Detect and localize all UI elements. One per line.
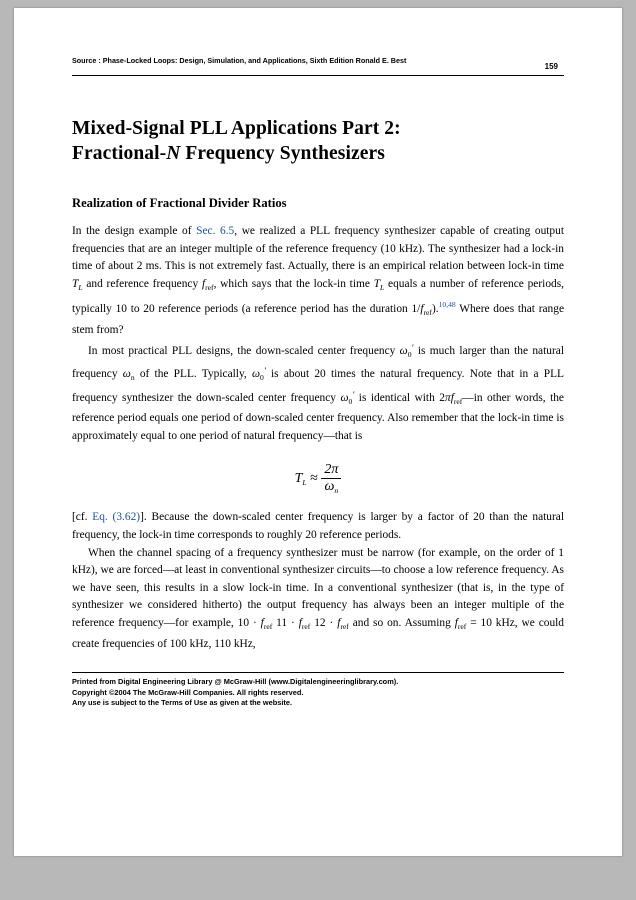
symbol-f-sub-3: ref (453, 396, 463, 406)
symbol-omega-n: ω (122, 368, 131, 381)
symbol-omega-0: ω (399, 344, 408, 357)
paragraph-2 (72, 340, 564, 446)
paragraph-3 (72, 509, 564, 544)
p4-text-e: = 10 kHz, we could create frequencies of 100 kHz, 110 kHz, (72, 616, 565, 650)
equation-denominator-sub: n (334, 485, 339, 495)
equation-lhs: T (294, 470, 303, 486)
symbol-omega-n-sub: n (130, 373, 135, 383)
p2-text-a: In most practical PLL designs, the down-scaled center frequency (88, 344, 400, 357)
cross-reference-link-sec65[interactable]: Sec. 6.5 (196, 225, 235, 237)
title-line-1: Mixed-Signal PLL Applications Part 2: (72, 118, 401, 139)
page-content (72, 56, 564, 653)
symbol-f-7: f (454, 616, 458, 629)
equation-fraction (321, 462, 341, 496)
p4-text-d: and so on. Assuming (348, 616, 455, 629)
source-citation: Source : Phase-Locked Loops: Design, Simulation, and Applications, Sixth Edition Ronald E. Best (72, 56, 407, 65)
p2-text-f: —in other words, the reference period equals one period of down-scaled center frequency. Also remember that the lock-in time is approximately equal to one period of natural frequency—that is (72, 391, 564, 442)
symbol-prime-3: ′ (352, 389, 355, 400)
page-title (72, 116, 564, 166)
symbol-f-6: f (337, 616, 341, 629)
symbol-f-sub-2: ref (423, 308, 432, 318)
footer-line-2: Copyright ©2004 The McGraw-Hill Companies. All rights reserved. (72, 687, 304, 697)
p3-text-b: ]. Because the down-scaled center frequency is larger by a factor of 20 than the natural frequency, the lock-in time corresponds to roughly 20 reference periods. (72, 511, 565, 541)
p3-text-a: [cf. (72, 511, 93, 524)
symbol-f-sub: ref (205, 282, 214, 292)
footer-divider (72, 672, 564, 673)
symbol-f-5: f (298, 616, 302, 629)
document-page (14, 8, 622, 856)
p4-text-c: 12 · (310, 616, 338, 629)
symbol-f: f (201, 277, 206, 290)
symbol-f-sub-6: ref (340, 621, 349, 631)
symbol-f-2: f (420, 303, 424, 316)
symbol-f-sub-5: ref (301, 621, 311, 631)
equation-denominator (321, 478, 341, 496)
equation-relation: ≈ (310, 470, 318, 486)
p1-text-c: and reference frequency (82, 277, 202, 290)
footer-line-3: Any use is subject to the Terms of Use as given at the website. (72, 698, 293, 707)
equation-lhs-sub: L (302, 477, 307, 487)
symbol-T-2: T (373, 277, 381, 290)
equation-denominator-var: ω (324, 478, 335, 494)
paragraph-4 (72, 545, 564, 654)
cross-reference-link-eq362[interactable]: Eq. (3.62) (92, 511, 141, 524)
p1-text-g: Where does that range stem from? (72, 303, 564, 336)
page-footer (72, 672, 564, 709)
reference-superscript[interactable]: 10,48 (438, 300, 456, 310)
header-divider (72, 75, 564, 76)
symbol-prime-1: ′ (411, 342, 414, 353)
p2-text-d: is about 20 times the natural frequency. Note that in a PLL frequency synthesizer the down-scaled center frequency (72, 368, 565, 404)
symbol-T-sub-2: L (380, 282, 385, 292)
symbol-f-4: f (260, 616, 264, 629)
footer-line-1: Printed from Digital Engineering Library @ McGraw-Hill (www.Digitalengineeringlibrary.com). (72, 677, 399, 686)
equation-numerator: 2π (324, 461, 339, 477)
section-heading: Realization of Fractional Divider Ratios (72, 196, 287, 210)
symbol-f-sub-7: ref (457, 621, 467, 631)
p2-text-e: is identical with 2 (354, 391, 445, 404)
p1-text-a: In the design example of (72, 225, 197, 237)
symbol-T: T (72, 277, 79, 290)
symbol-T-sub: L (78, 282, 83, 292)
title-line-2-suffix: Frequency Synthesizers (180, 143, 385, 164)
equation-lock-in-time (72, 462, 564, 496)
symbol-f-3: f (450, 391, 454, 404)
symbol-omega-0-sub-3: 0 (348, 396, 353, 406)
p1-text-d: , which says that the lock-in time (213, 277, 374, 290)
p2-text-c: of the PLL. Typically, (134, 368, 252, 381)
paragraph-1 (72, 223, 564, 340)
symbol-pi: π (444, 391, 451, 404)
p2-text-b: is much larger than the natural frequency (72, 344, 564, 381)
symbol-omega-0-3: ω (340, 391, 349, 404)
title-line-2-prefix: Fractional- (72, 143, 167, 164)
p1-text-e: equals a number of reference periods, typically 10 to 20 reference periods (a reference period has the duration 1/ (72, 277, 564, 316)
symbol-omega-0-sub-2: 0 (260, 373, 264, 383)
symbol-omega-0-sub: 0 (407, 349, 412, 359)
symbol-f-sub-4: ref (263, 621, 273, 631)
symbol-prime-2: ′ (263, 366, 266, 377)
symbol-omega-0-2: ω (251, 368, 261, 381)
p4-text-a: When the channel spacing of a frequency synthesizer must be narrow (for example, on the order of 1 kHz), we are forced—at least in conventional synthesizer circuits—to choose a low reference frequency. As we have seen, this results in a slow lock-in time. In a conventional synthesizer (that is, in the type of synthesizer we considered hitherto) the output frequency has always been an integer multiple of the reference frequency—for example, 10 · (72, 546, 564, 629)
page-number: 159 (544, 62, 558, 71)
p1-text-b: , we realized a PLL frequency synthesizer capable of creating output frequencies that are an integer multiple of the reference frequency (10 kHz). The synthesizer had a lock-in time of about 2 ms. This is not extremely fast. Actually, there is an empirical relation between lock-in time (72, 225, 564, 273)
p4-text-b: 11 · (272, 616, 299, 629)
p1-text-f: ). (431, 303, 439, 316)
title-line-2-italic: N (166, 143, 181, 164)
page-header (72, 56, 564, 71)
